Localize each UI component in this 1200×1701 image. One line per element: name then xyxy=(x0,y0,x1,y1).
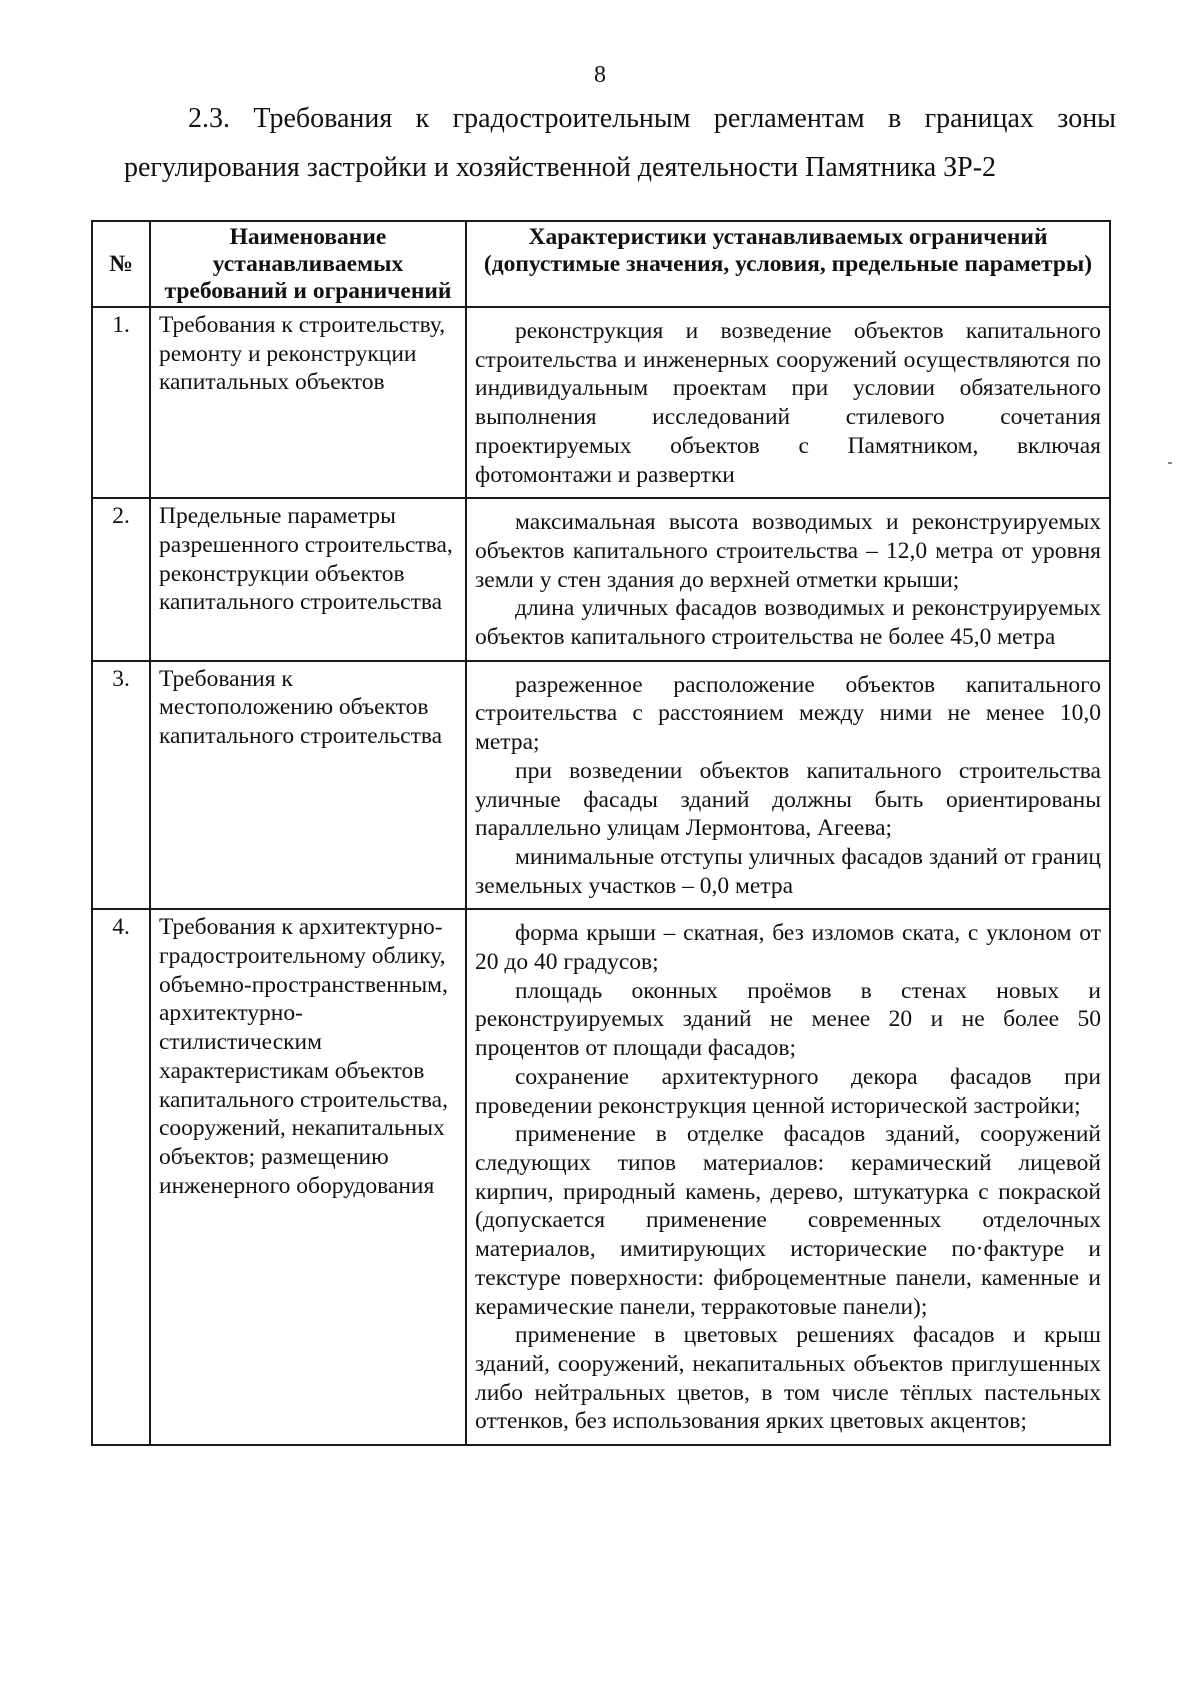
characteristic-paragraph: при возведении объектов капитального строительства уличные фасады зданий должны быть ориентированы параллельно улицам Лермонтова, Агеева; xyxy=(475,757,1101,842)
requirement-name: Требования к строительству, ремонту и реконструкции капитальных объектов xyxy=(150,307,466,498)
section-heading xyxy=(124,94,1116,192)
table-row xyxy=(92,307,1110,498)
table-row xyxy=(92,498,1110,661)
requirement-characteristics xyxy=(466,661,1110,910)
section-heading-line-2: регулирования застройки и хозяйственной деятельности Памятника ЗР-2 xyxy=(124,152,997,183)
regulations-table xyxy=(91,220,1111,1446)
table-row xyxy=(92,909,1110,1445)
characteristic-paragraph: максимальная высота возводимых и реконструируемых объектов капитального строительства – 12,0 метра от уровня земли у стен здания до верхней отметки крыши; xyxy=(475,509,1101,593)
characteristic-paragraph: реконструкция и возведение объектов капитального строительства и инженерных сооружений осуществляются по индивидуальным проектам при условии обязательного выполнения исследований стилевого сочетания проектируемых объектов с Памятником, включая фотомонтажи и развертки xyxy=(475,318,1101,488)
characteristic-paragraph: применение в отделке фасадов зданий, сооружений следующих типов материалов: керамический лицевой кирпич, природный камень, дерево, штукатурка с покраской (допускается применение современных отделочных материалов, имитирующих исторические по·фактуре и текстуре поверхности: фиброцементные панели, каменные и керамические панели, терракотовые панели); xyxy=(475,1121,1101,1320)
characteristic-paragraph: применение в цветовых решениях фасадов и крыш зданий, сооружений, некапитальных объектов приглушенных либо нейтральных цветов, в том числе тёплых пастельных оттенков, без использования ярких цветовых акцентов; xyxy=(475,1322,1101,1435)
row-number: 1. xyxy=(92,307,150,498)
table-header-row xyxy=(92,221,1110,307)
row-number: 2. xyxy=(92,498,150,661)
row-number: 4. xyxy=(92,909,150,1445)
characteristic-paragraph: разреженное расположение объектов капитального строительства с расстоянием между ними не менее 10,0 метра; xyxy=(475,671,1101,756)
requirement-name: Требования к архитектурно-градостроительному облику, объемно-пространственным, архитектурно-стилистическим характеристикам объектов капитального строительства, сооружений, некапитальных объектов; размещению инженерного оборудования xyxy=(150,909,466,1445)
table-row xyxy=(92,661,1110,910)
header-characteristics: Характеристики устанавливаемых ограничений (допустимые значения, условия, предельные параметры) xyxy=(466,221,1110,307)
requirement-name: Предельные параметры разрешенного строительства, реконструкции объектов капитального строительства xyxy=(150,498,466,661)
row-number: 3. xyxy=(92,661,150,910)
section-heading-line-1: 2.3. Требования к градостроительным регламентам в границах зоны xyxy=(188,103,1116,134)
characteristic-paragraph: площадь оконных проёмов в стенах новых и реконструируемых зданий не менее 20 и не более 50 процентов от площади фасадов; xyxy=(475,977,1101,1062)
header-name: Наименование устанавливаемых требований и ограничений xyxy=(150,221,466,307)
requirement-characteristics xyxy=(466,498,1110,661)
characteristic-paragraph: длина уличных фасадов возводимых и реконструируемых объектов капитального строительства не более 45,0 метра xyxy=(475,595,1101,651)
characteristic-paragraph: форма крыши – скатная, без изломов ската, с уклоном от 20 до 40 градусов; xyxy=(475,920,1101,976)
characteristic-paragraph: сохранение архитектурного декора фасадов при проведении реконструкция ценной исторической застройки; xyxy=(475,1063,1101,1119)
page-number: 8 xyxy=(594,62,606,88)
requirement-characteristics xyxy=(466,909,1110,1445)
requirement-name: Требования к местоположению объектов капитального строительства xyxy=(150,661,466,910)
scan-speck xyxy=(1168,462,1172,464)
characteristic-paragraph: минимальные отступы уличных фасадов зданий от границ земельных участков – 0,0 метра xyxy=(475,843,1101,899)
header-number: № xyxy=(92,221,150,307)
requirement-characteristics xyxy=(466,307,1110,498)
